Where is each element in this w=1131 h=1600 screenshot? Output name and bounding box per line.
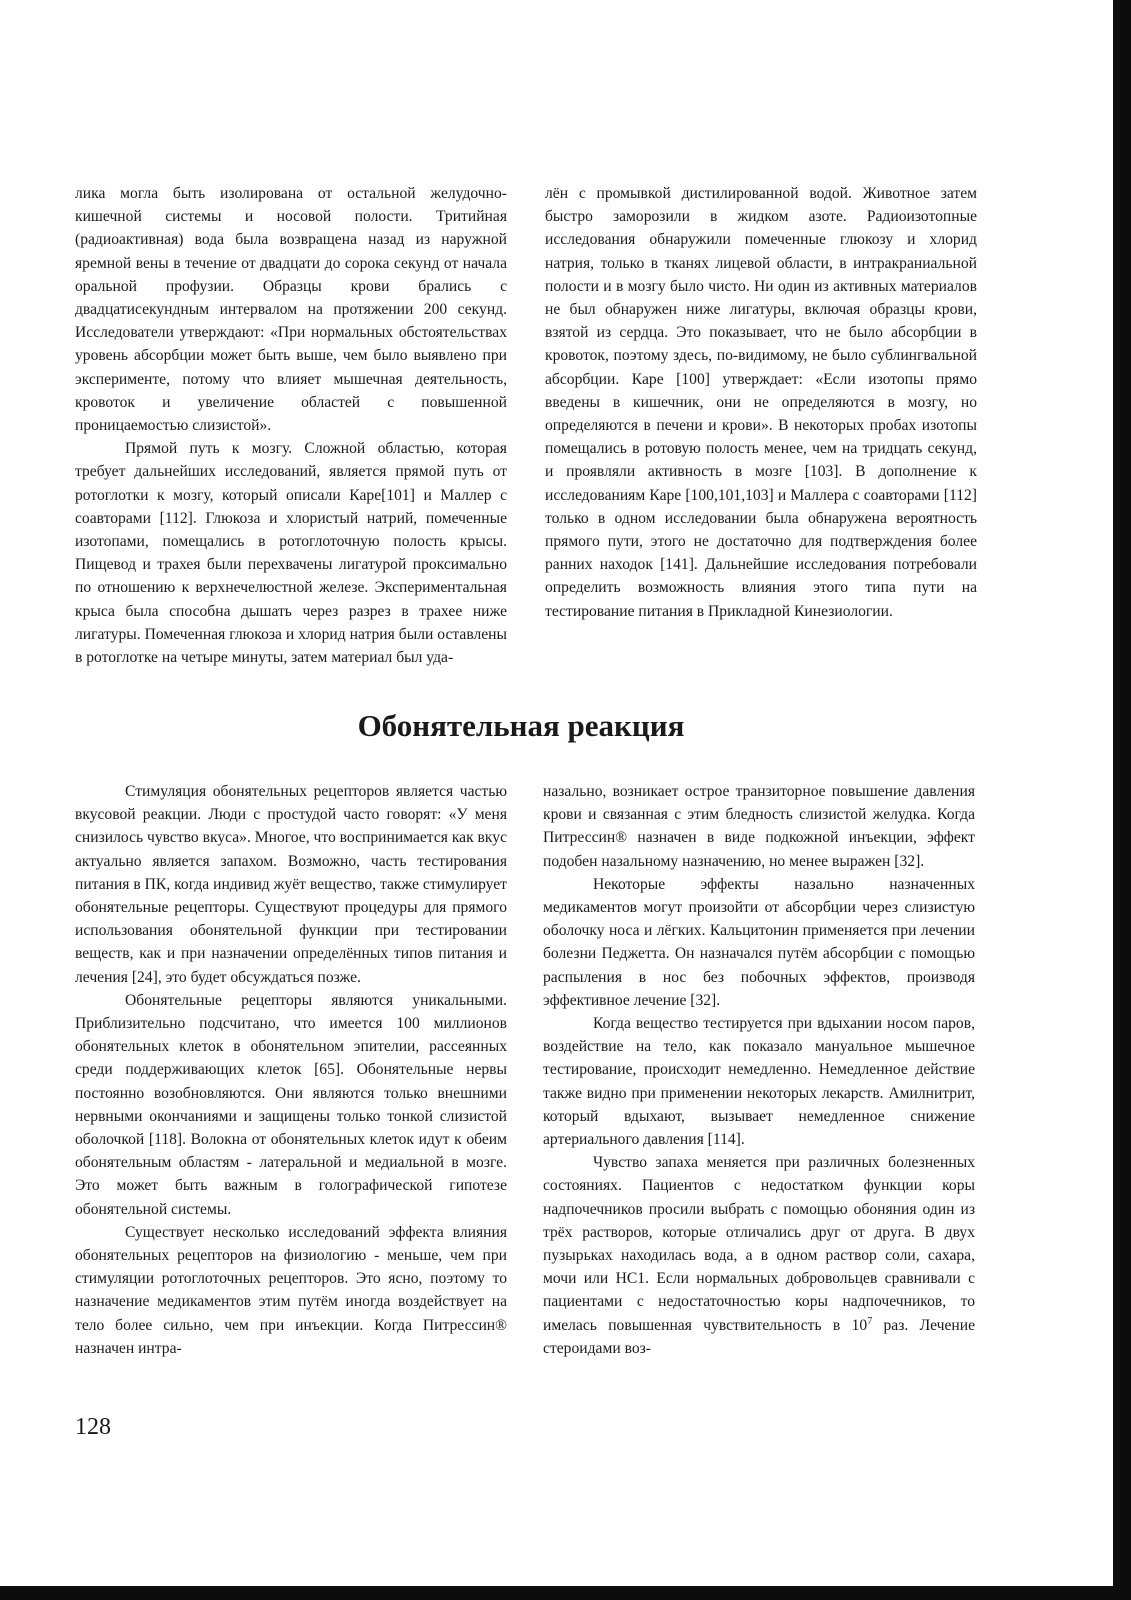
scan-edge-right (1113, 0, 1131, 1600)
paragraph-text: Чувство запаха меняется при различных болезненных состояниях. Пациентов с недостатком функции коры надпочечников просили выбрать с помощью обоняния один из трёх растворов, которые отличались друг от друга. В двух пузырьках находилась вода, а в одном раствор соли, сахара, мочи или HC1. Если нормальных добровольцев сравнивали с пациентами с недостаточностью коры надпочечников, то имелась повышенная чувствительность в 10 (543, 1154, 975, 1334)
section-heading: Обонятельная реакция (357, 708, 685, 743)
page-number: 128 (75, 1414, 111, 1440)
paragraph: Обонятельные рецепторы являются уникальными. Приблизительно подсчитано, что имеется 100 миллионов обонятельных клеток в обонятельном эпителии, рассеянных среди поддерживающих клеток [65]. Обонятельные нервы постоянно возобновляются. Они являются только внешними нервными окончаниями и защищены только тонкой слизистой оболочкой [118]. Волокна от обонятельных клеток идут к обеим обонятельным областям - латеральной и медиальной в мозге. Это может быть важным в голографической гипотезе обонятельной системы. (75, 991, 507, 1218)
paragraph: лён с промывкой дистилированной водой. Животное затем быстро заморозили в жидком азоте. Радиоизотопные исследования обнаружили помеченные глюкозу и хлорид натрия, только в тканях лицевой области, в интракраниальной полости и в мозгу было чисто. Ни один из активных материалов не был обнаружен ниже лигатуры, включая образцы крови, взятой из сердца. Это показывает, что не было абсорбции в кровоток, поэтому здесь, по-видимому, не было сублингвальной абсорбции. Каре [100] утверждает: «Если изотопы прямо введены в кишечник, они не определяются в мозгу, но определяются в печени и крови». В некоторых пробах изотопы помещались в ротовую полость менее, чем на тридцать секунд, и проявляли активность в мозге [103]. В дополнение к исследованиям Каре [100,101,103] и Маллера с соавторами [112] только в одном исследовании была обнаружена вероятность прямого пути, этого не достаточно для подтверждения более ранних находок [141]. Дальнейшие исследования потребовали определить возможность влияния этого типа пути на тестирование питания в Прикладной Кинезиологии. (545, 185, 977, 620)
paragraph: лика могла быть изолирована от остальной желудочно-кишечной системы и носовой полости. Тритийная (радиоактивная) вода была возвращена назад из наружной яремной вены в течение от двадцати до сорока секунд от начала оральной профузии. Образцы крови брались с двадцатисекундным интервалом на протяжении 200 секунд. Исследователи утверждают: «При нормальных обстоятельствах уровень абсорбции может быть выше, чем было выявлено при эксперименте, потому что влияет мышечная деятельность, кровоток и увеличение областей с повышенной проницаемостью слизистой». (75, 185, 507, 435)
paragraph: Существует несколько исследований эффекта влияния обонятельных рецепторов на физиологию - меньше, чем при стимуляции ротоглоточных рецепторов. Это ясно, поэтому то назначение медикаментов этим путём иногда воздействует на тело более сильно, чем при инъекции. Когда Питрессин® назначен интра- (75, 1223, 507, 1357)
paragraph: Некоторые эффекты назально назначенных медикаментов могут произойти от абсорбции через слизистую оболочку носа и лёгких. Кальцитонин применяется при лечении болезни Педжетта. Он назначался путём абсорбции с помощью распыления в нос без побочных эффектов, производя эффективное лечение [32]. (543, 875, 975, 1009)
top-left-column (75, 182, 507, 669)
bottom-left-column (75, 780, 507, 1360)
top-right-column (545, 182, 977, 623)
scan-edge-bottom (0, 1586, 1131, 1600)
paragraph: Когда вещество тестируется при вдыхании носом паров, воздействие на тело, как показало мануальное мышечное тестирование, происходит немедленно. Немедленное действие также видно при применении некоторых лекарств. Амилнитрит, который вдыхают, вызывает немедленное снижение артериального давления [114]. (543, 1015, 975, 1149)
paragraph-tail: раз. Лечение стероидами воз- (543, 1316, 975, 1357)
exponent: 7 (867, 1315, 873, 1327)
bottom-right-column (543, 780, 975, 1360)
paragraph: Прямой путь к мозгу. Сложной областью, которая требует дальнейших исследований, является прямой путь от ротоглотки к мозгу, который описали Каре[101] и Маллер с соавторами [112]. Глюкоза и хлористый натрий, помеченные изотопами, помещались в ротоглоточную полость крысы. Пищевод и трахея были перехвачены лигатурой проксимально по отношению к верхнечелюстной железе. Экспериментальная крыса была способна дышать через разрез в трахее ниже лигатуры. Помеченная глюкоза и хлорид натрия были оставлены в ротоглотке на четыре минуты, затем материал был уда- (75, 440, 507, 667)
paragraph: назально, возникает острое транзиторное повышение давления крови и связанная с этим бледность слизистой желудка. Когда Питрессин® назначен в виде подкожной инъекции, эффект подобен назальному назначению, но менее выражен [32]. (543, 783, 975, 870)
paragraph: Стимуляция обонятельных рецепторов является частью вкусовой реакции. Люди с простудой часто говорят: «У меня снизилось чувство вкуса». Многое, что воспринимается как вкус актуально является запахом. Возможно, часть тестирования питания в ПК, когда индивид жуёт вещество, также стимулирует обонятельные рецепторы. Существуют процедуры для прямого использования обонятельной функции при тестировании веществ, как и при назначении определённых типов питания и лечения [24], это будет обсуждаться позже. (75, 783, 507, 986)
paragraph-with-exponent (543, 1151, 975, 1360)
